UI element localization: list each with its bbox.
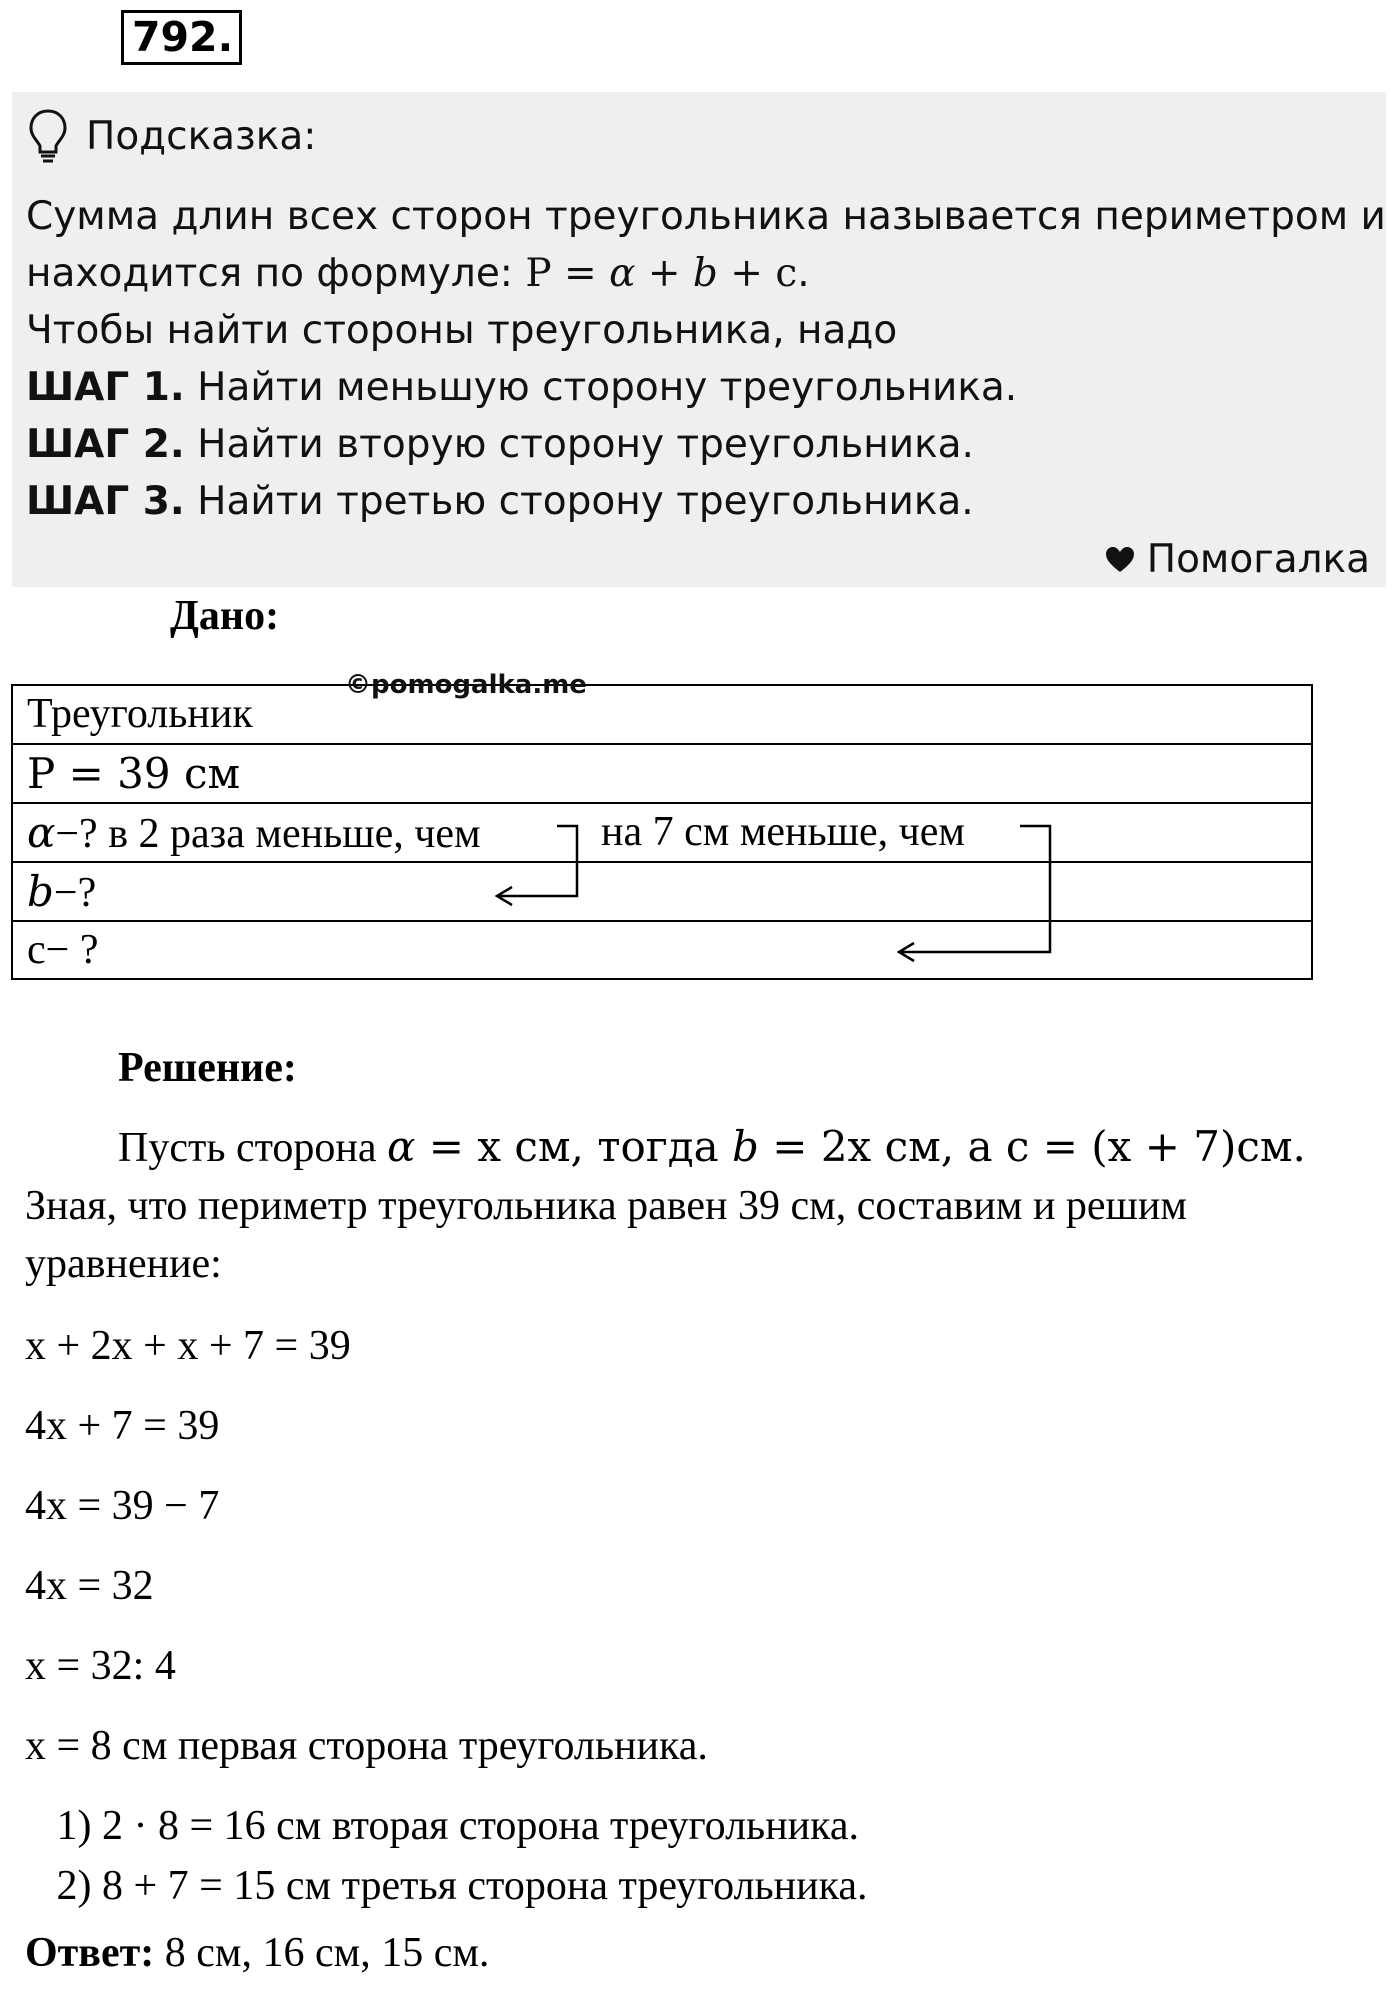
p1-start: Пусть сторона xyxy=(118,1125,388,1171)
answer xyxy=(25,1925,489,1981)
equation-1: x + 2x + x + 7 = 39 xyxy=(25,1323,351,1369)
hint-body xyxy=(26,188,1386,530)
step-2-text: Найти вторую сторону треугольника. xyxy=(184,422,974,467)
var-a: α xyxy=(27,808,56,857)
given-row-3-extra: на 7 см меньше, чем xyxy=(601,809,966,855)
hint-line-1: Сумма длин всех сторон треугольника называется периметром и xyxy=(26,194,1386,239)
task-number-box: 792. xyxy=(121,10,242,65)
watermark: ©pomogalka.me xyxy=(345,670,587,700)
brand-name: Помогалка xyxy=(1146,537,1370,582)
equation-7: 1) 2 · 8 = 16 см вторая сторона треугольника. xyxy=(25,1803,860,1849)
p1-mid-1: = x см, тогда xyxy=(415,1122,733,1171)
given-row-3-text: −? в 2 раза меньше, чем xyxy=(55,811,481,857)
step-1-label: ШАГ 1. xyxy=(26,365,185,410)
hint-step-2 xyxy=(26,416,1366,473)
solution-paragraph xyxy=(25,1118,1325,1293)
given-row-4 xyxy=(13,863,1311,922)
given-title: Дано: xyxy=(170,593,280,639)
equation-6: x = 8 см первая сторона треугольника. xyxy=(25,1723,708,1769)
var-b: b xyxy=(27,867,54,916)
formula-end: . xyxy=(797,251,810,296)
formula-a: α xyxy=(609,251,636,296)
given-row-4-text: −? xyxy=(53,870,97,916)
given-row-2-text: P = 39 см xyxy=(27,749,241,798)
formula-plus-1: + xyxy=(635,251,693,296)
given-row-1: Треугольник xyxy=(13,686,1311,745)
answer-value: 8 см, 16 см, 15 см. xyxy=(154,1930,490,1976)
step-1-text: Найти меньшую сторону треугольника. xyxy=(184,365,1018,410)
p1-mid-2: = 2x см, а c = (x + 7)см. xyxy=(758,1122,1306,1171)
hint-header xyxy=(28,106,316,166)
hint-line-2 xyxy=(26,245,1366,302)
formula-plus-2: + c xyxy=(717,251,798,296)
given-table xyxy=(11,684,1313,980)
solution-line-1 xyxy=(25,1118,1325,1177)
lightbulb-icon xyxy=(28,108,68,164)
step-2-label: ШАГ 2. xyxy=(26,422,185,467)
hint-step-1 xyxy=(26,359,1366,416)
hint-title: Подсказка: xyxy=(86,113,317,159)
p1-var-a: α xyxy=(387,1122,416,1171)
equation-4: 4x = 32 xyxy=(25,1563,154,1609)
step-3-text: Найти третью сторону треугольника. xyxy=(184,479,974,524)
formula-b: b xyxy=(692,251,718,296)
task-number xyxy=(121,10,242,65)
given-row-2 xyxy=(13,745,1311,804)
given-row-5: c− ? xyxy=(27,927,99,973)
solution-line-2: Зная, что периметр треугольника равен 39 см, составим и решим уравнение: xyxy=(25,1183,1187,1287)
equation-3: 4x = 39 − 7 xyxy=(25,1483,220,1529)
solution-title: Решение: xyxy=(118,1045,297,1091)
hint-line-2-text: находится по формуле: xyxy=(26,251,513,296)
equation-5: x = 32: 4 xyxy=(25,1643,176,1689)
brand xyxy=(1105,535,1370,585)
step-3-label: ШАГ 3. xyxy=(26,479,185,524)
hint-panel xyxy=(12,92,1386,587)
formula-p: P = xyxy=(525,251,610,296)
p1-var-b: b xyxy=(732,1122,759,1171)
answer-label: Ответ: xyxy=(25,1930,155,1976)
equation-2: 4x + 7 = 39 xyxy=(25,1403,220,1449)
hint-line-3: Чтобы найти стороны треугольника, надо xyxy=(26,308,898,353)
equation-8: 2) 8 + 7 = 15 см третья сторона треугольника. xyxy=(25,1863,868,1909)
hint-step-3 xyxy=(26,473,1366,530)
heart-icon xyxy=(1105,546,1135,574)
given-row-3 xyxy=(13,804,1311,863)
